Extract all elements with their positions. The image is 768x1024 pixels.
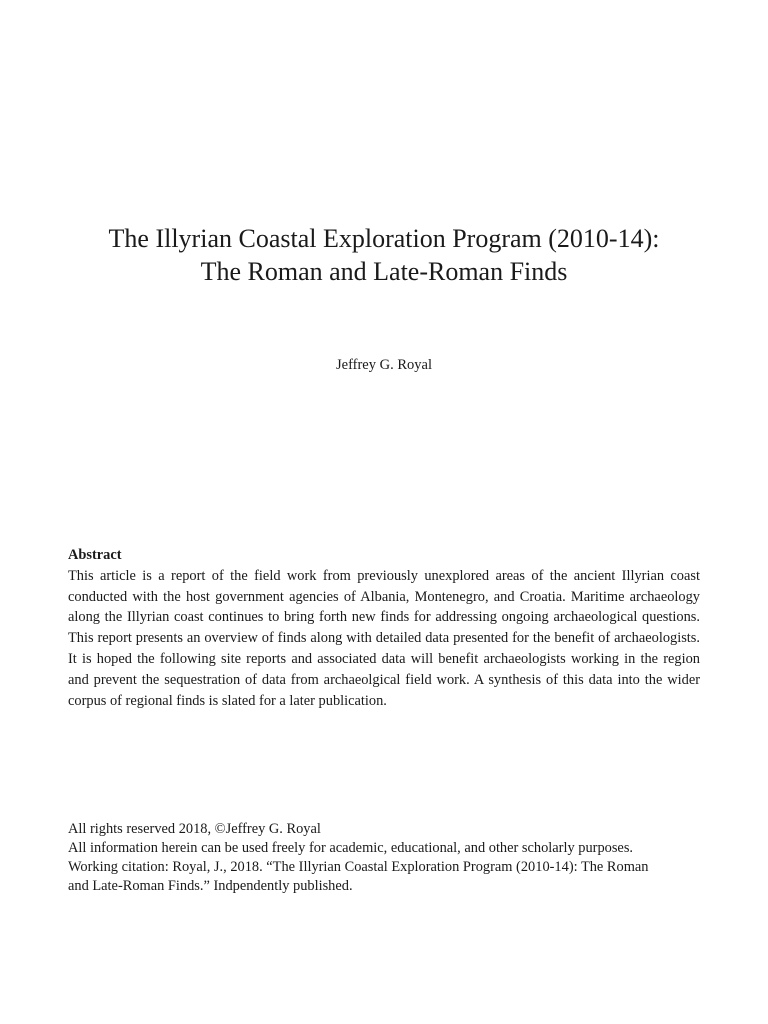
citation-line-2: and Late-Roman Finds.” Indpendently published. — [68, 878, 353, 894]
abstract-line: It is hoped the following site reports and associated data will benefit archaeologists working in the region — [68, 650, 700, 667]
abstract-line: and prevent the sequestration of data from archaeolgical field work. A synthesis of this data into the wider — [68, 671, 700, 688]
author-name: Jeffrey G. Royal — [336, 357, 432, 373]
citation-line-1: Working citation: Royal, J., 2018. “The Illyrian Coastal Exploration Program (2010-14): The Roman — [68, 859, 649, 875]
abstract-line: conducted with the host government agencies of Albania, Montenegro, and Croatia. Maritime archaeology — [68, 588, 700, 605]
copyright-line: All rights reserved 2018, ©Jeffrey G. Royal — [68, 821, 321, 837]
abstract-line: corpus of regional finds is slated for a later publication. — [68, 692, 387, 709]
title-line-1: The Illyrian Coastal Exploration Program (2010-14): — [108, 224, 660, 253]
abstract-line: This article is a report of the field work from previously unexplored areas of the ancient Illyrian coast — [68, 567, 700, 584]
abstract-body — [68, 566, 700, 712]
title-line-2: The Roman and Late-Roman Finds — [200, 257, 568, 286]
abstract-section — [68, 545, 700, 711]
usage-line: All information herein can be used freely for academic, educational, and other scholarly purposes. — [68, 840, 634, 856]
document-title — [0, 222, 768, 288]
rights-notice — [68, 820, 708, 896]
abstract-line: This report presents an overview of finds along with detailed data presented for the benefit of archaeologists. — [68, 630, 700, 647]
abstract-line: along the Illyrian coast continues to bring forth new finds for addressing ongoing archaeological questions. — [68, 609, 700, 626]
abstract-heading: Abstract — [68, 547, 122, 563]
